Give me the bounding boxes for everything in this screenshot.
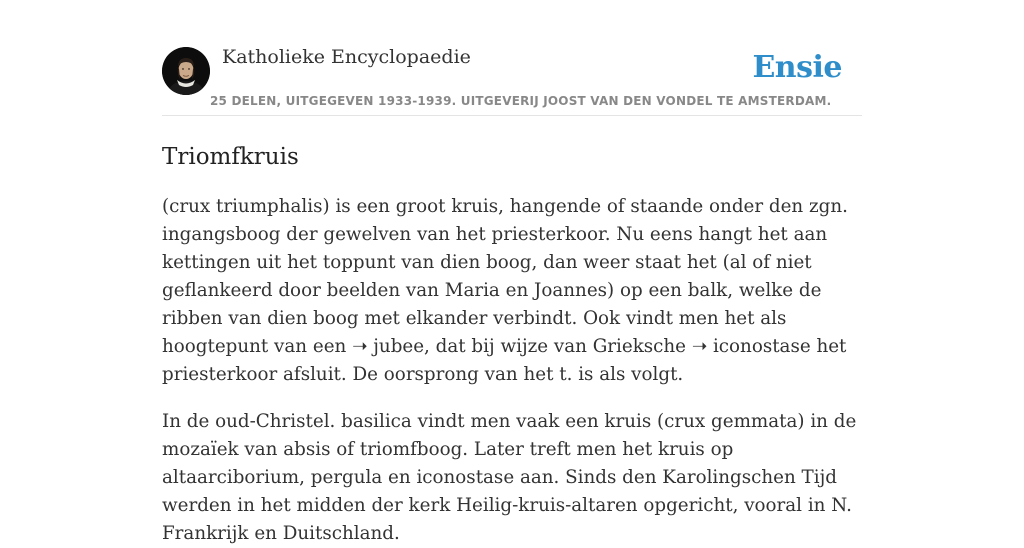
xref-link-label: jubee bbox=[373, 336, 425, 357]
ensie-logo-link[interactable]: Ensie bbox=[752, 50, 842, 85]
portrait-avatar-icon[interactable] bbox=[162, 47, 210, 95]
page-container bbox=[162, 0, 862, 548]
article-title: Triomfkruis bbox=[162, 144, 299, 170]
article-paragraph-1 bbox=[162, 193, 862, 389]
arrow-right-icon: ➝ bbox=[691, 336, 708, 357]
site-header bbox=[162, 0, 862, 116]
paragraph-text: , dat bij wijze van Grieksche bbox=[424, 336, 692, 357]
xref-link-iconostase[interactable] bbox=[692, 336, 811, 357]
xref-link-jubee[interactable] bbox=[352, 336, 424, 357]
paragraph-text: het priesterkoor afsluit. De oorsprong van het t. is als volgt. bbox=[162, 336, 847, 385]
site-title[interactable]: Katholieke Encyclopaedie bbox=[222, 46, 471, 68]
site-subtitle: 25 DELEN, UITGEGEVEN 1933-1939. UITGEVERIJ JOOST VAN DEN VONDEL TE AMSTERDAM. bbox=[210, 94, 832, 108]
article-paragraph-2: In de oud-Christel. basilica vindt men vaak een kruis (crux gemmata) in de mozaïek van absis of triomfboog. Later treft men het kruis op altaarciborium, pergula en iconostase aan. Sinds den Karolingschen Tijd werden in het midden der kerk Heilig-kruis-altaren opgericht, vooral in N. Frankrijk en Duitschland. bbox=[162, 411, 857, 544]
arrow-right-icon: ➝ bbox=[352, 336, 368, 357]
xref-link-label: iconostase bbox=[712, 336, 811, 357]
paragraph-text: (crux triumphalis) is een groot kruis, hangende of staande onder den zgn. ingangsboog der gewelven van het priesterkoor. Nu eens hangt het aan kettingen uit het toppunt van dien boog, dan weer staat het (al of niet geflankeerd door beelden van Maria en Joannes) op een balk, welke de ribben van dien boog met elkander verbindt. Ook vindt men het als hoogtepunt van een bbox=[162, 196, 848, 357]
